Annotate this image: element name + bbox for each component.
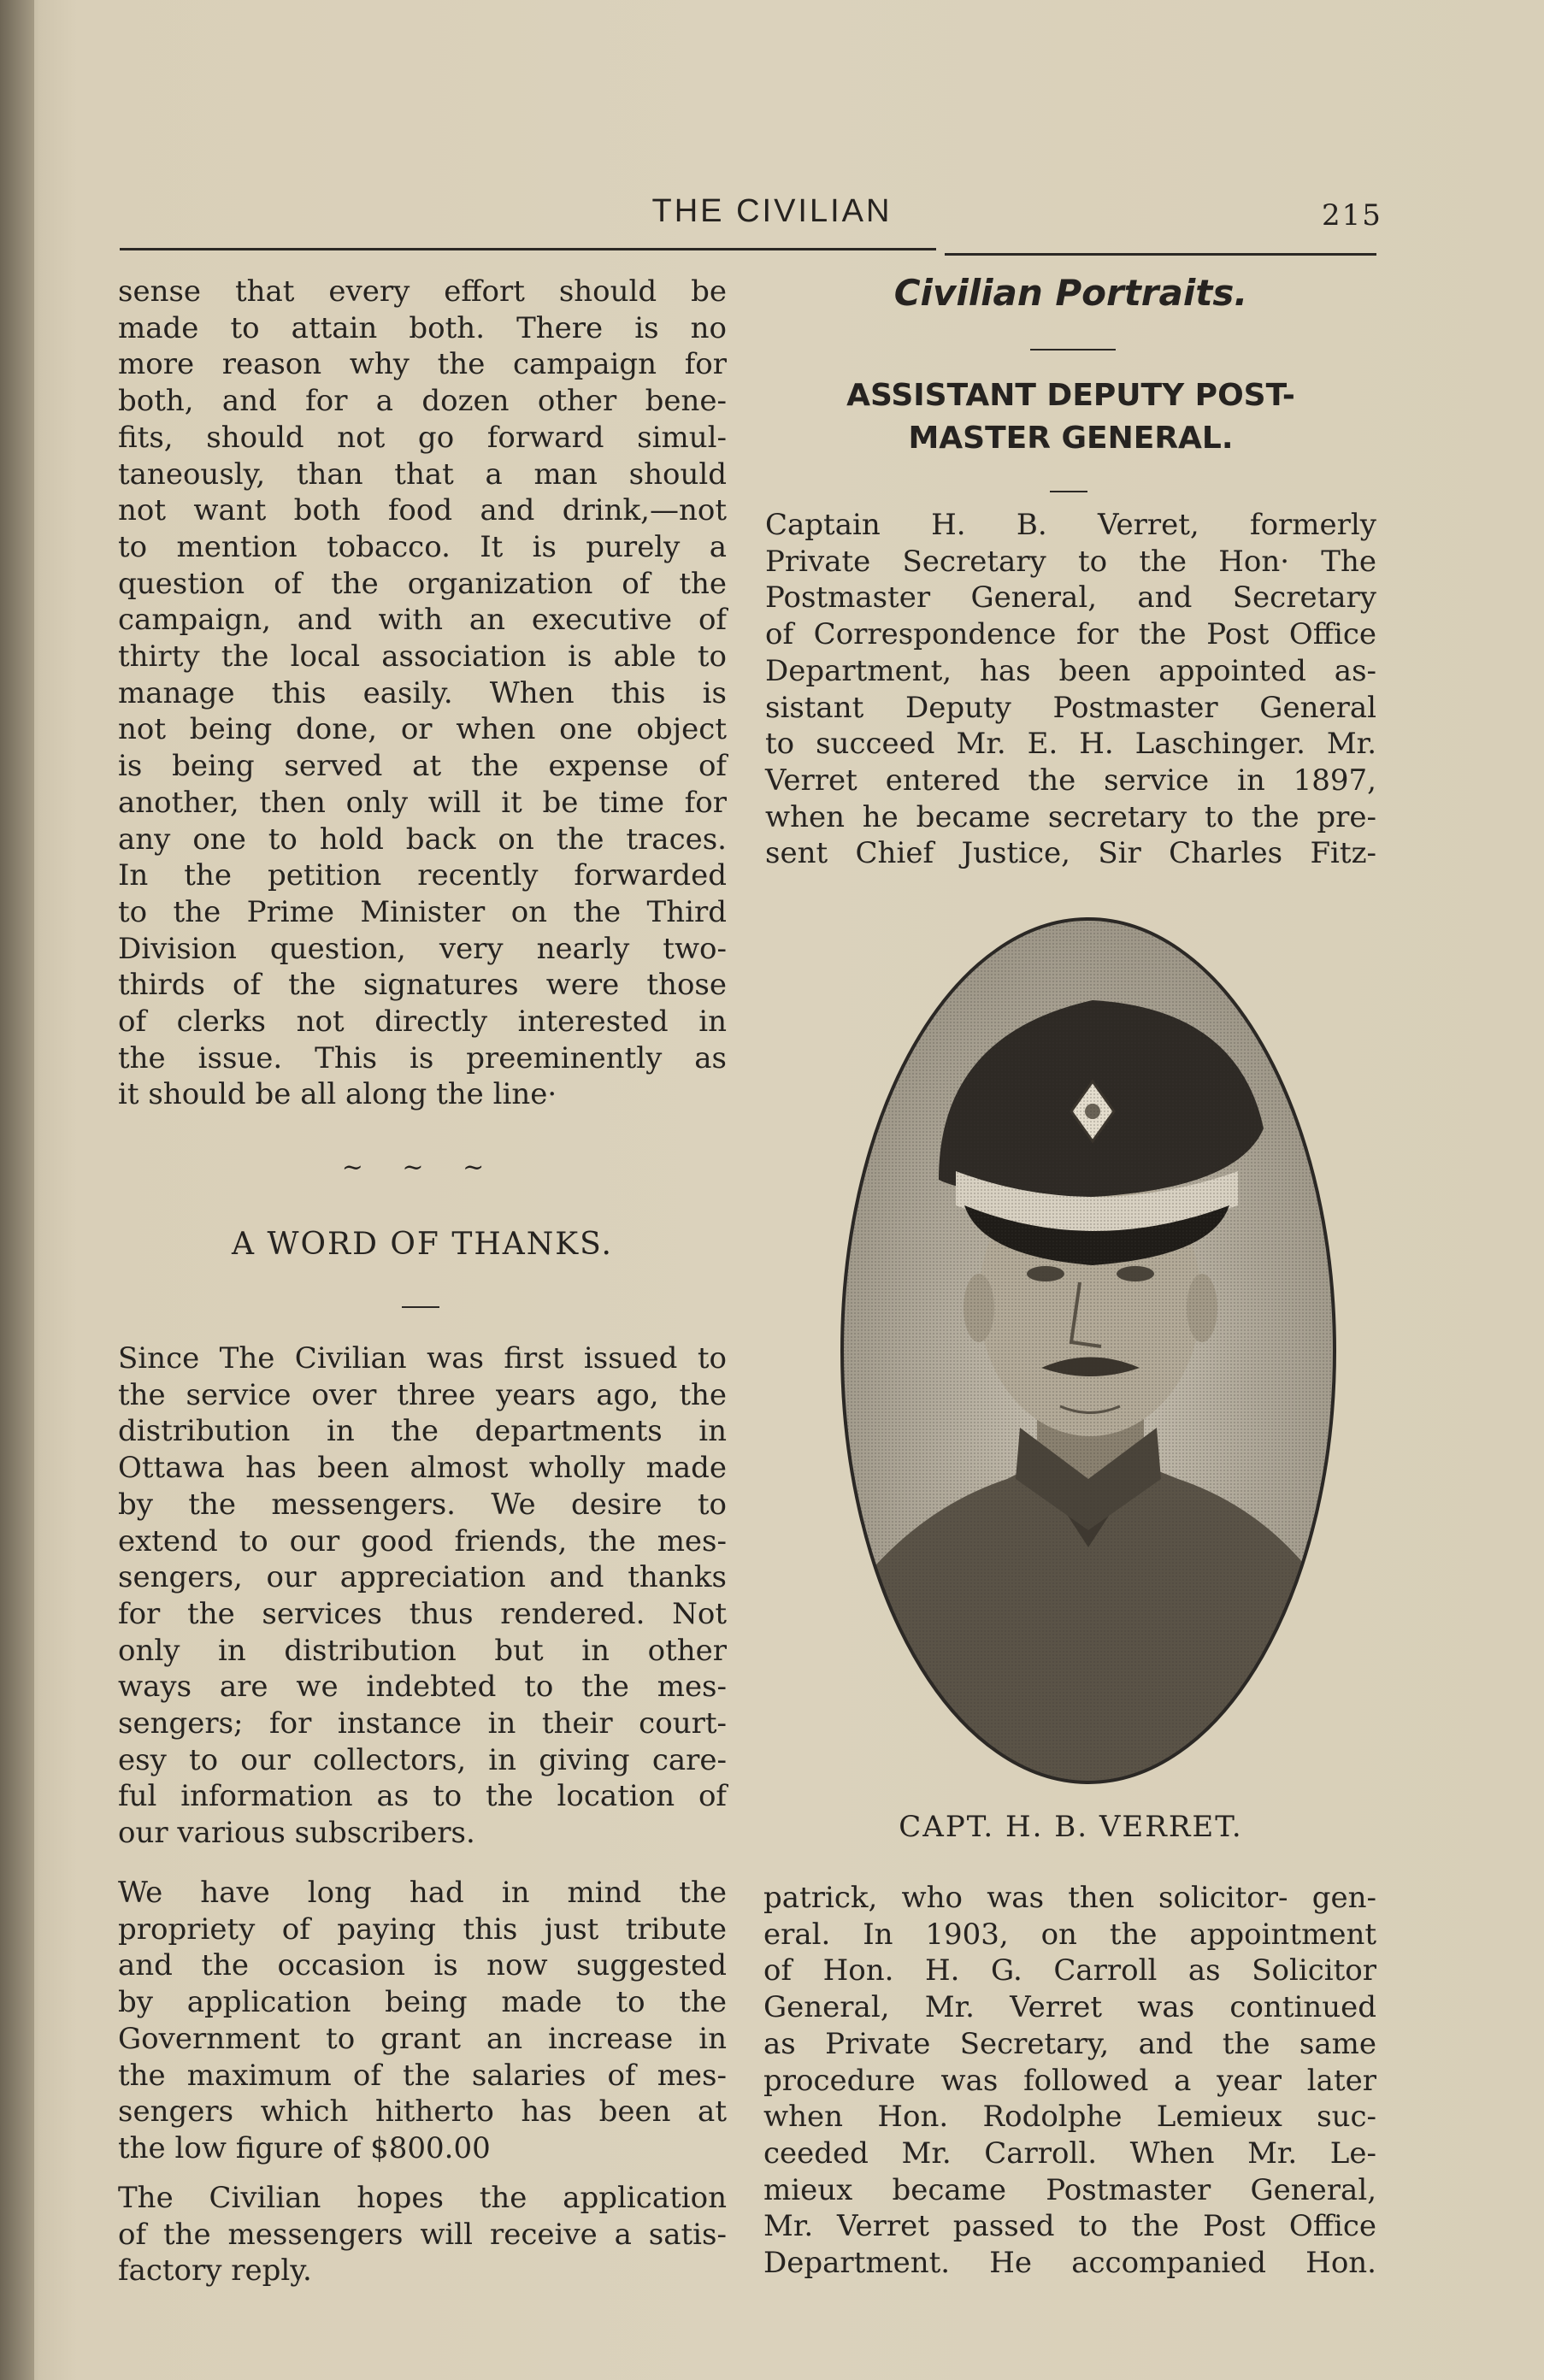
text-line: procedure was followed a year later bbox=[763, 2063, 1376, 2098]
text-line: ceeded Mr. Carroll. When Mr. Le- bbox=[763, 2136, 1376, 2171]
text-line: by the messengers. We desire to bbox=[118, 1487, 727, 1522]
text-line: thirty the local association is able to bbox=[118, 639, 727, 675]
text-line: more reason why the campaign for bbox=[118, 347, 727, 382]
text-line: Since The Civilian was first issued to bbox=[118, 1341, 727, 1376]
text-line: fits, should not go forward simul- bbox=[118, 420, 727, 455]
text-line: Department. He accompanied Hon. bbox=[763, 2246, 1376, 2281]
text-line: when he became secretary to the pre- bbox=[765, 799, 1376, 834]
text-line: of Correspondence for the Post Office bbox=[765, 617, 1376, 652]
text-line: it should be all along the line· bbox=[118, 1077, 557, 1112]
page-binding-shadow bbox=[0, 0, 34, 2380]
thanks-paragraph-3 bbox=[118, 2180, 727, 2289]
short-rule bbox=[402, 1306, 439, 1308]
text-line: In the petition recently forwarded bbox=[118, 858, 727, 893]
text-line: not being done, or when one object bbox=[118, 712, 727, 747]
text-line: extend to our good friends, the mes- bbox=[118, 1523, 727, 1558]
text-line: Verret entered the service in 1897, bbox=[765, 763, 1376, 798]
text-line: thirds of the signatures were those bbox=[118, 968, 727, 1003]
section-ornament: ~ ~ ~ bbox=[341, 1152, 500, 1182]
text-line: the issue. This is preeminently as bbox=[118, 1040, 727, 1075]
text-line: the service over three years ago, the bbox=[118, 1377, 727, 1412]
article-heading-line: MASTER GENERAL. bbox=[908, 421, 1234, 456]
text-line: any one to hold back on the traces. bbox=[118, 822, 727, 857]
text-line: only in distribution but in other bbox=[118, 1633, 727, 1668]
text-line: mieux became Postmaster General, bbox=[763, 2172, 1376, 2207]
header-rule-left bbox=[120, 248, 936, 250]
text-line: taneously, than that a man should bbox=[118, 457, 727, 492]
page-number: 215 bbox=[1322, 198, 1382, 233]
text-line: Mr. Verret passed to the Post Office bbox=[763, 2209, 1376, 2244]
text-line: propriety of paying this just tribute bbox=[118, 1912, 727, 1947]
text-line: Division question, very nearly two- bbox=[118, 931, 727, 966]
article-text-bottom bbox=[763, 1880, 1376, 2282]
text-line: by application being made to the bbox=[118, 1985, 727, 2020]
text-line: is being served at the expense of bbox=[118, 749, 727, 784]
article-heading-line: ASSISTANT DEPUTY POST- bbox=[846, 378, 1295, 413]
text-line: factory reply. bbox=[118, 2253, 312, 2289]
text-line: The Civilian hopes the application bbox=[118, 2181, 727, 2215]
header-rule-right bbox=[945, 253, 1376, 256]
text-line: the low figure of $800.00 bbox=[118, 2130, 491, 2165]
text-line: Postmaster General, and Secretary bbox=[765, 580, 1376, 616]
short-rule bbox=[1050, 491, 1087, 492]
thanks-heading: A WORD OF THANKS. bbox=[232, 1227, 613, 1262]
short-rule bbox=[1030, 349, 1116, 351]
text-line: for the services thus rendered. Not bbox=[118, 1596, 727, 1631]
text-line: campaign, and with an executive of bbox=[118, 603, 727, 638]
portrait-illustration bbox=[836, 915, 1341, 1787]
text-line: sengers; for instance in their court- bbox=[118, 1706, 727, 1741]
text-line: and the occasion is now suggested bbox=[118, 1948, 727, 1983]
text-line: ways are we indebted to the mes- bbox=[118, 1670, 727, 1705]
text-line: not want both food and drink,—not bbox=[118, 493, 727, 528]
text-line: distribution in the departments in bbox=[118, 1414, 727, 1449]
running-header-title: THE CIVILIAN bbox=[651, 193, 893, 229]
text-line: ful information as to the location of bbox=[118, 1779, 727, 1814]
text-line: patrick, who was then solicitor- gen- bbox=[763, 1881, 1376, 1915]
text-line: to succeed Mr. E. H. Laschinger. Mr. bbox=[765, 727, 1376, 762]
text-line: sengers, our appreciation and thanks bbox=[118, 1560, 727, 1595]
thanks-paragraph-1 bbox=[118, 1340, 727, 1852]
article-text-top bbox=[765, 507, 1376, 872]
thanks-paragraph-2 bbox=[118, 1875, 727, 2167]
text-line: We have long had in mind the bbox=[118, 1876, 727, 1910]
text-line: another, then only will it be time for bbox=[118, 785, 727, 820]
text-line: esy to our collectors, in giving care- bbox=[118, 1742, 727, 1777]
text-line: Private Secretary to the Hon· The bbox=[765, 544, 1376, 579]
photo-caption: CAPT. H. B. VERRET. bbox=[899, 1810, 1243, 1844]
text-line: both, and for a dozen other bene- bbox=[118, 384, 727, 419]
portrait-photo bbox=[836, 915, 1341, 1787]
article-heading bbox=[765, 374, 1376, 460]
text-line: General, Mr. Verret was continued bbox=[763, 1990, 1376, 2025]
text-line: made to attain both. There is no bbox=[118, 310, 727, 345]
text-line: of the messengers will receive a satis- bbox=[118, 2217, 727, 2252]
text-line: as Private Secretary, and the same bbox=[763, 2026, 1376, 2061]
text-line: to the Prime Minister on the Third bbox=[118, 894, 727, 929]
text-line: the maximum of the salaries of mes- bbox=[118, 2058, 727, 2093]
text-line: when Hon. Rodolphe Lemieux suc- bbox=[763, 2100, 1376, 2135]
text-line: sent Chief Justice, Sir Charles Fitz- bbox=[765, 836, 1376, 871]
text-line: Government to grant an increase in bbox=[118, 2021, 727, 2056]
text-line: manage this easily. When this is bbox=[118, 675, 727, 710]
text-line: Ottawa has been almost wholly made bbox=[118, 1451, 727, 1486]
text-line: to mention tobacco. It is purely a bbox=[118, 529, 727, 564]
text-line: sengers which hitherto has been at bbox=[118, 2094, 727, 2130]
text-line: Department, has been appointed as- bbox=[765, 653, 1376, 688]
civilian-portraits-title: Civilian Portraits. bbox=[893, 272, 1248, 314]
text-line: question of the organization of the bbox=[118, 566, 727, 601]
left-column-continuation bbox=[118, 274, 727, 1113]
text-line: of Hon. H. G. Carroll as Solicitor bbox=[763, 1953, 1376, 1988]
text-line: sense that every effort should be bbox=[118, 274, 727, 309]
text-line: of clerks not directly interested in bbox=[118, 1004, 727, 1040]
text-line: our various subscribers. bbox=[118, 1816, 475, 1851]
text-line: sistant Deputy Postmaster General bbox=[765, 690, 1376, 725]
text-line: Captain H. B. Verret, formerly bbox=[765, 508, 1376, 542]
text-line: eral. In 1903, on the appointment bbox=[763, 1917, 1376, 1952]
